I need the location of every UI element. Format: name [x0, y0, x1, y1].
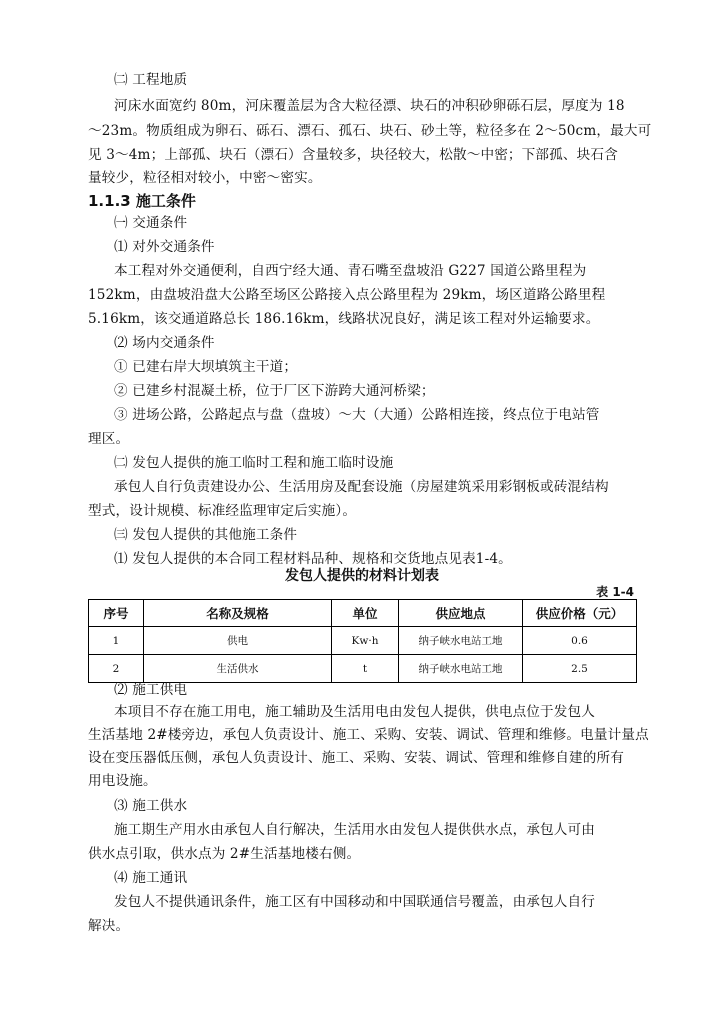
header-supply-location: 供应地点: [399, 600, 523, 627]
cell-location: 纳子峡水电站工地: [399, 655, 523, 683]
cell-price: 0.6: [523, 627, 637, 655]
subsection-temporary-works-title: ㈡ 发包人提供的施工临时工程和施工临时设施: [114, 455, 394, 471]
subsection-traffic-title: ㈠ 交通条件: [114, 215, 188, 231]
table-row: [89, 655, 637, 683]
materials-reference-line: ⑴ 发包人提供的本合同工程材料品种、规格和交货地点见表1-4。: [114, 551, 512, 567]
header-index: 序号: [89, 600, 144, 627]
power-supply-line-3: 设在变压器低压侧，承包人负责设计、施工、采购、安装、调试、管理和维修自建的所有: [88, 750, 625, 766]
table-header-row: [89, 600, 637, 627]
internal-traffic-title: ⑵ 场内交通条件: [114, 335, 215, 351]
geology-text-line-1: 河床水面宽约 80m，河床覆盖层为含大粒径漂、块石的冲积砂卵砾石层，厚度为 18: [114, 98, 625, 114]
table-row: [89, 627, 637, 655]
communication-line-1: 发包人不提供通讯条件，施工区有中国移动和中国联通信号覆盖，由承包人自行: [114, 894, 596, 910]
internal-traffic-item-3-cont: 理区。: [88, 431, 130, 447]
cell-location: 纳子峡水电站工地: [399, 627, 523, 655]
cell-price: 2.5: [523, 655, 637, 683]
power-supply-title: ⑵ 施工供电: [114, 682, 188, 698]
geology-text-line-2: ～23m。物质组成为卵石、砾石、漂石、孤石、块石、砂土等，粒径多在 2～50cm，最大可: [88, 123, 652, 139]
power-supply-line-2: 生活基地 2#楼旁边，承包人负责设计、施工、采购、安装、调试、管理和维修。电量计量点: [88, 727, 649, 743]
temporary-works-line-2: 型式，设计规模、标准经监理审定后实施）。: [88, 503, 357, 519]
water-supply-title: ⑶ 施工供水: [114, 798, 188, 814]
temporary-works-line-1: 承包人自行负责建设办公、生活用房及配套设施（房屋建筑采用彩钢板或砖混结构: [114, 479, 609, 495]
external-traffic-line-1: 本工程对外交通便利，自西宁经大通、青石嘴至盘坡沿 G227 国道公路里程为: [114, 263, 587, 279]
cell-name: 供电: [144, 627, 332, 655]
external-traffic-line-3: 5.16km，该交通道路总长 186.16km，线路状况良好，满足该工程对外运输要求。: [88, 311, 600, 327]
water-supply-line-2: 供水点引取，供水点为 2#生活基地楼右侧。: [88, 846, 361, 862]
subsection-geology-title: ㈡ 工程地质: [114, 72, 188, 88]
cell-unit: t: [332, 655, 399, 683]
header-supply-price: 供应价格（元）: [523, 600, 637, 627]
communication-title: ⑷ 施工通讯: [114, 870, 188, 886]
power-supply-line-4: 用电设施。: [88, 773, 157, 789]
header-unit: 单位: [332, 600, 399, 627]
cell-name: 生活供水: [144, 655, 332, 683]
header-name-spec: 名称及规格: [144, 600, 332, 627]
cell-unit: Kw·h: [332, 627, 399, 655]
section-heading-construction-conditions: 1.1.3 施工条件: [88, 192, 196, 210]
internal-traffic-item-3: ③ 进场公路，公路起点与盘（盘坡）～大（大通）公路相连接，终点位于电站管: [114, 407, 600, 423]
materials-table: [88, 599, 637, 683]
internal-traffic-item-1: ① 已建右岸大坝填筑主干道；: [114, 359, 298, 375]
cell-index: 2: [89, 655, 144, 683]
table-label: 表 1-4: [596, 585, 634, 599]
geology-text-line-4: 量较少，粒径相对较小，中密～密实。: [88, 170, 322, 186]
water-supply-line-1: 施工期生产用水由承包人自行解决，生活用水由发包人提供供水点，承包人可由: [114, 822, 596, 838]
subsection-other-conditions-title: ㈢ 发包人提供的其他施工条件: [114, 527, 298, 543]
power-supply-line-1: 本项目不存在施工用电，施工辅助及生活用电由发包人提供，供电点位于发包人: [114, 704, 596, 720]
external-traffic-line-2: 152km，由盘坡沿盘大公路至场区公路接入点公路里程为 29km，场区道路公路里程: [88, 287, 606, 303]
external-traffic-title: ⑴ 对外交通条件: [114, 239, 215, 255]
cell-index: 1: [89, 627, 144, 655]
internal-traffic-item-2: ② 已建乡村混凝土桥，位于厂区下游跨大通河桥梁；: [114, 383, 435, 399]
table-title: 发包人提供的材料计划表: [285, 568, 439, 584]
communication-line-2: 解决。: [88, 918, 130, 934]
geology-text-line-3: 见 3～4m；上部孤、块石（漂石）含量较多，块径较大，松散～中密；下部孤、块石含: [88, 147, 618, 163]
